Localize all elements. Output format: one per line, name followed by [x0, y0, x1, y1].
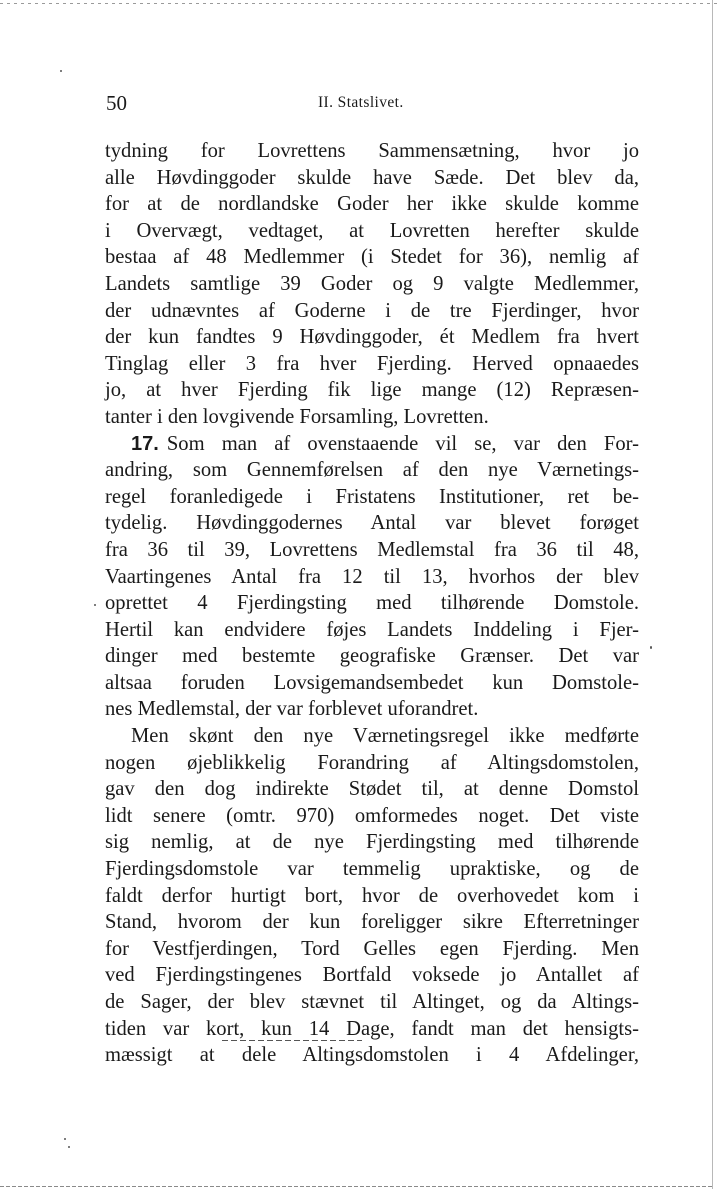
text-line: tiden var kort, kun 14 Dage, fandt man det hensigts- — [105, 1017, 639, 1040]
text-line: faldt derfor hurtigt bort, hvor de overhovedet kom i — [105, 884, 639, 907]
text-line: jo, at hver Fjerding fik lige mange (12) Repræsen- — [105, 379, 639, 402]
page-number: 50 — [106, 91, 127, 115]
paper-speck — [64, 1138, 66, 1140]
text-line: gav den dog indirekte Stødet til, at denne Domstol — [105, 778, 639, 801]
text-line: Fjerdingsdomstole var temmelig upraktiske, og de — [105, 858, 639, 881]
text-line: lidt senere (omtr. 970) omformedes noget. Det viste — [105, 804, 639, 827]
text-line: tydning for Lovrettens Sammensætning, hvor jo — [105, 140, 639, 162]
page-bottom-edge — [0, 1186, 712, 1187]
text-line: Vaartingenes Antal fra 12 til 13, hvorhos der blev — [105, 565, 639, 588]
page-right-edge — [712, 0, 713, 1189]
section-17-first-line — [105, 431, 639, 458]
underline-rule — [222, 1040, 362, 1041]
section-number: 17. — [131, 432, 159, 455]
text-line: tanter i den lovgivende Forsamling, Lovretten. — [105, 405, 489, 428]
running-head: II. Statslivet. — [318, 94, 404, 111]
section-17 — [105, 431, 639, 724]
page-header — [104, 88, 640, 118]
text-line: bestaa af 48 Medlemmer (i Stedet for 36), nemlig af — [105, 246, 639, 269]
text-line: Hertil kan endvidere føjes Landets Inddeling i Fjer- — [105, 618, 639, 641]
text-line: andring, som Gennemførelsen af den nye Værnetings- — [105, 459, 639, 482]
text-line: tydelig. Høvdinggodernes Antal var blevet forøget — [105, 512, 639, 535]
text-line: oprettet 4 Fjerdingsting med tilhørende Domstole. — [105, 592, 639, 615]
text-line: Landets samtlige 39 Goder og 9 valgte Medlemmer, — [105, 272, 639, 295]
text-line: for at de nordlandske Goder her ikke skulde komme — [105, 193, 639, 216]
paper-speck — [68, 1146, 70, 1148]
text-line: altsaa foruden Lovsigemandsembedet kun Domstole- — [105, 671, 639, 694]
text-line: nogen øjeblikkelig Forandring af Altingsdomstolen, — [105, 751, 639, 774]
text-line: mæssigt at dele Altingsdomstolen i 4 Afdelinger, — [105, 1044, 639, 1067]
text-line: Stand, hvorom der kun foreligger sikre Efterretninger — [105, 911, 639, 934]
text-line: fra 36 til 39, Lovrettens Medlemstal fra 36 til 48, — [105, 538, 639, 561]
text-line: Som man af ovenstaaende vil se, var den For- — [166, 432, 639, 455]
text-line: nes Medlemstal, der var forblevet uforandret. — [105, 698, 479, 721]
text-line: for Vestfjerdingen, Tord Gelles egen Fjerding. Men — [105, 937, 639, 960]
paragraph-men-skont — [105, 723, 639, 1069]
body-text — [105, 138, 639, 1069]
text-line: sig nemlig, at de nye Fjerdingsting med tilhørende — [105, 831, 639, 854]
paper-speck — [60, 70, 62, 72]
text-line: dinger med bestemte geografiske Grænser. Det var — [105, 645, 639, 668]
text-line: Tinglag eller 3 fra hver Fjerding. Herved opnaaedes — [105, 352, 639, 375]
paper-speck — [94, 604, 96, 606]
page-top-edge — [0, 3, 720, 4]
paper-speck — [650, 646, 652, 649]
text-line: de Sager, der blev stævnet til Altinget, og da Altings- — [105, 991, 639, 1013]
text-line: der udnævntes af Goderne i de tre Fjerdinger, hvor — [105, 299, 639, 322]
paragraph-continuation — [105, 138, 639, 431]
text-line: i Overvægt, vedtaget, at Lovretten herefter skulde — [105, 219, 639, 242]
text-line: der kun fandtes 9 Høvdinggoder, ét Medlem fra hvert — [105, 326, 639, 349]
text-line: ved Fjerdingstingenes Bortfald voksede jo Antallet af — [105, 964, 639, 987]
text-line: regel foranledigede i Fristatens Institutioner, ret be- — [105, 485, 639, 508]
text-line: Men skønt den nye Værnetingsregel ikke medførte — [131, 725, 639, 748]
text-line: alle Høvdinggoder skulde have Sæde. Det blev da, — [105, 166, 639, 189]
